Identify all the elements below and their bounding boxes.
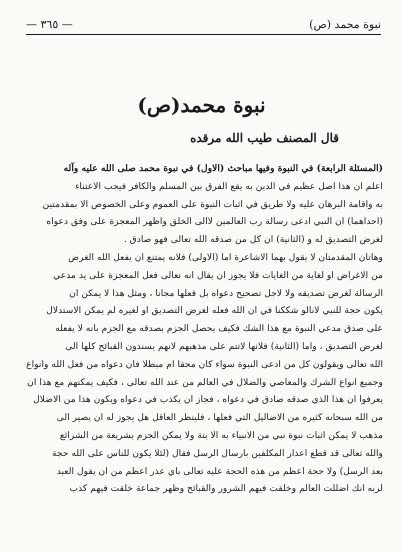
running-title: نبوة محمد (ص) [309,17,381,31]
running-header [26,14,381,35]
text-line: به واقامة البرهان عليه ولا طريق في اثبات النبوة على العموم وعلى الخصوص الا بمقدمتين [42,198,383,210]
text-line: من الاغراض او لغاية من الغايات فلا يجوز ان يقال انه تعالى فعل المعجزة على يد مدعي [53,269,383,281]
text-line: مذهب لا يمكن اثبات نبوة نبي من الانبياء به الا بتة ولا يمكن الجزم بشريعة من الشرائع [59,429,383,441]
text-line: لغرض التصديق ، واما (الثانية) فلانها لاتتم على مذهبهم لانهم يسندون القبائح كلها الى [65,340,383,352]
text-line: الرسالة لغرض تصديقه ولا لاجل تصحيح دعواه بل فعلها مجانا ، ومثل هذا لا يمكن ان [69,287,383,299]
text-line: والله تعالى قد قطع اعذار المكلفين بارسال الرسل فقال (لئلا يكون للناس على الله حجة [52,447,383,459]
text-line: بعد الرسل) ولا حجة اعظم من هذه الحجة عليه تعالى باي عذر اعظم من ان يقول العبد [56,465,383,477]
text-line: يعرفوا ان هذا الذي صدقه صادق في دعواه ، فجاز ان يكذب في دعواه ويكون هذا من الاضلال [33,394,383,406]
text-line: وهاتان المقدمتان لا يقول بهما الاشاعرة اما (الاولى) فلانه يمتنع ان يفعل الله الغرض [68,251,383,263]
text-line: لربه انك اضللت العالم وخلقت فيهم الشرور والقبائح وظهر جماعة خلقت فيهم كذب [69,483,383,495]
text-line: من الله سبحانه كثيره من الاضاليل التي فعلها ، فلينظر العاقل هل يجوز له ان يصير الى [56,412,383,424]
text-line: لغرض التصديق له و (الثانية) ان كل من صدقه الله تعالى فهو صادق . [123,234,383,246]
text-line: اعلم ان هذا اصل عظيم في الدين به يقع الفرق بين المسلم والكافر فيجب الاعتناء [75,180,383,192]
author-line: قال المصنف طيب الله مرقده [190,131,339,145]
text-line: (احداهما) ان النبي ادعى رسالة رب العالمين لاالى الخلق واظهر المعجزة على وفق دعواه [46,216,383,228]
text-line: يكون حجة للنبي لانالو شككنا في ان الله فعله لغرض التصديق او لغيره لم يمكن الاستدلال [46,305,383,317]
text-line: على صدق مدعي النبوة مع هذا الشك فكيف يحصل الجزم بصدقه مع الجزم بانه لا يفعله [55,323,383,335]
chapter-title: نبوة محمد(ص) [137,93,266,117]
text-line: وجميع انواع الشرك والمعاصي والضلال في العالم من عند الله تعالى ، فكيف يمكنهم مع هذا ان [27,376,383,388]
text-line: (المسئلة الرابعة) في النبوة وفيها مباحث (الاول) في نبوة محمد صلى الله عليه وآله [63,163,383,174]
text-line: الله تعالى ويقولون كل من ادعى النبوة سواء كان محقا ام مبطلا فان دعواه من فعل الله وانواع [26,358,383,370]
page-number: — ٣٦٥ — [26,17,73,31]
body-text [20,160,383,498]
